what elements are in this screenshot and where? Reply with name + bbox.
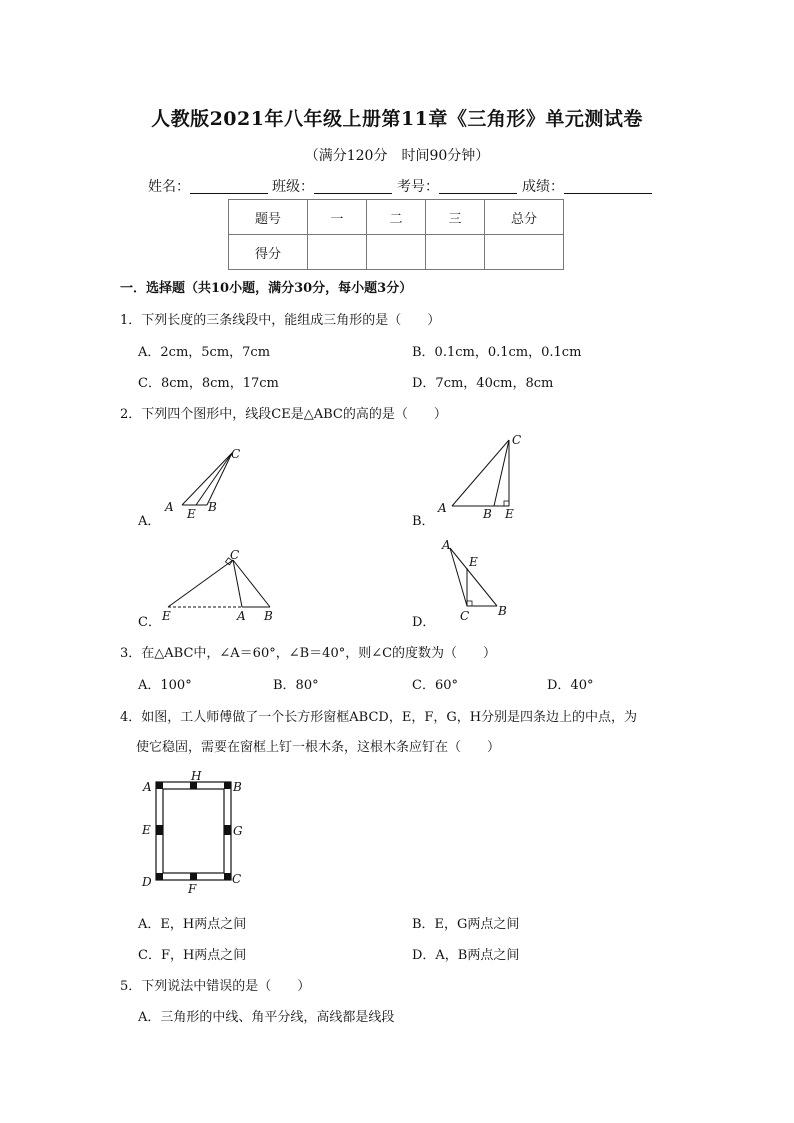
- side-bc: [233, 560, 270, 607]
- score-table-header-row: [229, 200, 564, 235]
- name-field[interactable]: [148, 176, 268, 196]
- score-label: 成绩：: [522, 179, 564, 195]
- score-table: [228, 199, 564, 270]
- q4-stem-line2: 使它稳固，需要在窗框上钉一根木条，这根木条应钉在（ ）: [136, 740, 501, 755]
- triangle-abc: [182, 453, 232, 505]
- score-blank[interactable]: [564, 179, 652, 194]
- score-cell[interactable]: [308, 235, 367, 270]
- label-g: G: [233, 824, 243, 838]
- midpoint-g: [224, 825, 231, 835]
- q1-option-a[interactable]: A．2cm，5cm，7cm: [138, 345, 271, 360]
- score-table-header-cell: 题号: [229, 200, 308, 235]
- corner-c: [224, 873, 231, 880]
- page-title: 人教版2021年八年级上册第11章《三角形》单元测试卷: [151, 108, 643, 130]
- midpoint-h: [190, 782, 197, 789]
- label-e: E: [187, 507, 196, 521]
- label-d: D: [142, 875, 152, 889]
- label-a: A: [442, 538, 451, 552]
- side-ac: [452, 440, 509, 506]
- label-a: A: [143, 780, 152, 794]
- q5-option-a[interactable]: A．三角形的中线、角平分线，高线都是线段: [138, 1010, 395, 1025]
- side-bc: [494, 440, 509, 506]
- q2-figure-c: [160, 548, 285, 628]
- midpoint-e: [156, 825, 163, 835]
- label-c: C: [460, 609, 470, 623]
- label-c: C: [232, 872, 242, 886]
- name-blank[interactable]: [190, 179, 268, 194]
- q2-option-c[interactable]: C．: [138, 615, 161, 630]
- q2-figure-a: [160, 445, 250, 525]
- q2-option-d[interactable]: D．: [412, 615, 436, 630]
- q4-option-a[interactable]: A．E，H两点之间: [138, 917, 247, 932]
- q4-option-b[interactable]: B．E，G两点之间: [412, 917, 520, 932]
- label-h: H: [191, 769, 202, 783]
- q1-stem: 1．下列长度的三条线段中，能组成三角形的是（ ）: [120, 313, 441, 328]
- section-heading: 一．选择题（共10小题，满分30分，每小题3分）: [120, 281, 413, 296]
- q3-stem: 3．在△ABC中，∠A＝60°，∠B＝40°，则∠C的度数为（ ）: [120, 646, 497, 661]
- number-blank[interactable]: [439, 179, 517, 194]
- label-b: B: [208, 500, 217, 514]
- number-field[interactable]: [397, 176, 517, 196]
- q4-window-frame-figure: [140, 768, 250, 896]
- label-c: C: [231, 447, 241, 461]
- score-table-row-label: 得分: [229, 235, 308, 270]
- label-b: B: [264, 609, 273, 623]
- label-e: E: [162, 609, 171, 623]
- score-table-header-cell: 二: [367, 200, 426, 235]
- label-a: A: [165, 500, 174, 514]
- score-cell[interactable]: [367, 235, 426, 270]
- midpoint-f: [190, 873, 197, 880]
- q4-option-d[interactable]: D．A，B两点之间: [412, 948, 520, 963]
- class-label: 班级：: [272, 179, 314, 195]
- q3-option-c[interactable]: C．60°: [412, 678, 458, 693]
- label-f: F: [188, 882, 197, 896]
- segment-ce: [168, 560, 233, 607]
- exam-subtitle: （满分120分 时间90分钟）: [304, 148, 490, 164]
- q1-option-b[interactable]: B．0.1cm，0.1cm，0.1cm: [412, 345, 582, 360]
- class-field[interactable]: [272, 176, 392, 196]
- side-ac: [450, 548, 467, 606]
- score-table-header-cell: 三: [426, 200, 485, 235]
- q2-figure-d: [435, 535, 520, 630]
- label-c: C: [230, 548, 240, 562]
- q5-stem: 5．下列说法中错误的是（ ）: [120, 979, 311, 994]
- label-e: E: [469, 555, 478, 569]
- label-a: A: [438, 501, 447, 515]
- frame-inner: [163, 789, 224, 873]
- label-a: A: [237, 609, 246, 623]
- q4-option-c[interactable]: C．F，H两点之间: [138, 948, 247, 963]
- q2-option-a[interactable]: A．: [138, 514, 161, 529]
- corner-d: [156, 873, 163, 880]
- q4-stem-line1: 4．如图，工人师傅做了一个长方形窗框ABCD，E，F，G，H分别是四条边上的中点，为: [120, 710, 638, 725]
- q2-figure-b: [430, 432, 530, 527]
- score-table-score-row: [229, 235, 564, 270]
- score-table-header-cell: 总分: [485, 200, 564, 235]
- label-c: C: [512, 433, 522, 447]
- right-angle-mark: [467, 601, 472, 606]
- corner-b: [224, 782, 231, 789]
- q2-option-b[interactable]: B．: [412, 514, 435, 529]
- score-field[interactable]: [522, 176, 652, 196]
- label-e: E: [142, 823, 151, 837]
- right-angle-mark: [504, 501, 509, 506]
- label-b: B: [498, 604, 507, 618]
- label-b: B: [483, 507, 492, 521]
- q3-option-d[interactable]: D．40°: [547, 678, 594, 693]
- label-e: E: [505, 507, 514, 521]
- class-blank[interactable]: [314, 179, 392, 194]
- frame-outer: [156, 782, 231, 880]
- q1-option-c[interactable]: C．8cm，8cm，17cm: [138, 376, 279, 391]
- corner-a: [156, 782, 163, 789]
- name-label: 姓名：: [148, 179, 190, 195]
- q3-option-a[interactable]: A．100°: [138, 678, 192, 693]
- q2-stem: 2．下列四个图形中，线段CE是△ABC的高的是（ ）: [120, 407, 447, 422]
- segment-ce: [196, 453, 232, 505]
- number-label: 考号：: [397, 179, 439, 195]
- label-b: B: [233, 780, 242, 794]
- side-ac: [233, 560, 242, 607]
- score-cell[interactable]: [485, 235, 564, 270]
- q3-option-b[interactable]: B．80°: [273, 678, 319, 693]
- score-cell[interactable]: [426, 235, 485, 270]
- q1-option-d[interactable]: D．7cm，40cm，8cm: [412, 376, 554, 391]
- score-table-header-cell: 一: [308, 200, 367, 235]
